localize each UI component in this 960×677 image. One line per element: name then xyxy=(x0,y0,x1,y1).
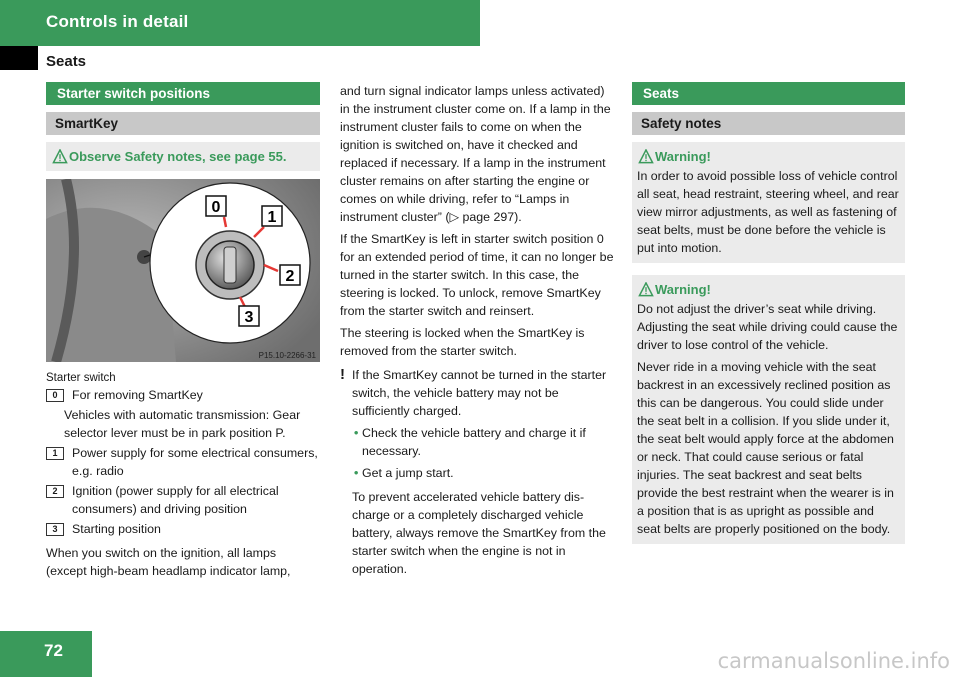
right-column xyxy=(632,82,905,544)
definition-text: For removing SmartKey xyxy=(72,388,203,402)
definition-subtext: Vehicles with automatic transmission: Gear selector lever must be in park position P. xyxy=(64,408,301,440)
figure-caption: Starter switch xyxy=(46,372,116,384)
svg-text:2: 2 xyxy=(285,268,295,285)
key-badge: 0 xyxy=(46,389,64,402)
starter-switch-figure xyxy=(46,179,320,362)
position-label-0 xyxy=(206,196,226,216)
svg-text:3: 3 xyxy=(244,309,254,326)
warning-text: Observe Safety notes, see page 55. xyxy=(69,149,287,164)
paragraph: The steering is locked when the SmartKey is removed from the starter switch. xyxy=(340,326,585,358)
bullet-text: Get a jump start. xyxy=(362,466,454,480)
warning-icon xyxy=(637,282,655,297)
subheading-safety-notes: Safety notes xyxy=(632,112,905,135)
definition-item xyxy=(46,386,320,404)
warning-title: Warning! xyxy=(655,282,711,297)
definition-text: Starting position xyxy=(72,522,161,536)
key-badge: 1 xyxy=(46,447,64,460)
subheading-smartkey: SmartKey xyxy=(46,112,320,135)
page-number: 72 xyxy=(0,631,92,677)
paragraph: and turn signal indicator lamps unless activated) in the instrument cluster come on. If a lamp in the instrument cluster fails to come on when the ignition is switched on, have it checked and replaced if necessary. If a lamp in the instrument cluster remains on after starting the engine or comes on while driving, refer to “Lamps in instrument cluster” (▷ page 297). xyxy=(340,84,611,224)
bullet-icon: • xyxy=(354,426,359,440)
definition-text: Ignition (power supply for all electrical consumers) and driving position xyxy=(72,484,279,516)
warning-box-1 xyxy=(632,142,905,263)
warning-text: Do not adjust the driver’s seat while driving. Adjusting the seat while driving could cause the driver to lose control of the vehicle. xyxy=(637,302,898,352)
definition-item xyxy=(46,482,320,518)
definition-item xyxy=(46,444,320,480)
paragraph: If the SmartKey is left in starter switch position 0 for an extended period of time, it can no longer be turned in the starter switch. In this case, the steering is locked. To unlock, remove SmartKey from the starter switch and reinsert. xyxy=(340,232,614,318)
bullet-icon: • xyxy=(354,466,359,480)
section-title: Seats xyxy=(46,53,87,70)
middle-column xyxy=(340,82,616,582)
bullet-item xyxy=(340,424,616,460)
svg-text:0: 0 xyxy=(211,199,221,216)
definition-text: Power supply for some electrical consumers, e.g. radio xyxy=(72,446,318,478)
warning-text: In order to avoid possible loss of vehicle control all seat, head restraint, steering wheel, and rear view mirror adjustments, as well as fastening of seat belts, must be done before the vehicle is put into motion. xyxy=(637,169,899,255)
safety-warning-box xyxy=(46,142,320,171)
note xyxy=(340,366,616,420)
warning-icon xyxy=(51,149,69,164)
warning-title: Warning! xyxy=(655,149,711,164)
bullet-text: Check the vehicle battery and charge it if necessary. xyxy=(362,426,586,458)
position-label-3 xyxy=(239,306,259,326)
definition-item xyxy=(46,520,320,538)
warning-text: Never ride in a moving vehicle with the seat backrest in an excessively reclined position as this can be dangerous. You could slide under the seat belt in a collision. If you slide under it, the seat belt would apply force at the abdomen or neck. That could cause serious or fatal injuries. The seat backrest and seat belts provide the best restraint when the wearer is in a position that is as upright as possible and seat belts are properly positioned on the body. xyxy=(637,360,894,536)
chapter-title: Controls in detail xyxy=(46,12,189,31)
position-label-2 xyxy=(280,265,300,285)
key-badge: 2 xyxy=(46,485,64,498)
starter-switch-illustration xyxy=(46,179,320,362)
key-badge: 3 xyxy=(46,523,64,536)
figure-reference: P15.10-2266-31 xyxy=(258,351,316,360)
warning-icon xyxy=(637,149,655,164)
note-text: If the SmartKey cannot be turned in the starter switch, the vehicle battery may not be sufficiently charged. xyxy=(352,368,607,418)
bullet-item xyxy=(340,464,616,482)
warning-box-2 xyxy=(632,275,905,544)
corner-marker xyxy=(0,46,38,70)
heading-starter-switch: Starter switch positions xyxy=(46,82,320,105)
paragraph: When you switch on the ignition, all lamps (except high-beam headlamp indicator lamp, xyxy=(46,546,291,578)
note-icon: ! xyxy=(340,366,345,383)
heading-seats: Seats xyxy=(632,82,905,105)
watermark: carmanualsonline.info xyxy=(717,649,950,673)
position-label-1 xyxy=(262,206,282,226)
svg-text:1: 1 xyxy=(267,209,277,226)
paragraph: To prevent accelerated vehicle battery discharge or a completely discharged vehicle battery, always remove the SmartKey from the starter switch when the engine is not in operation. xyxy=(352,490,606,576)
left-column xyxy=(46,82,320,584)
